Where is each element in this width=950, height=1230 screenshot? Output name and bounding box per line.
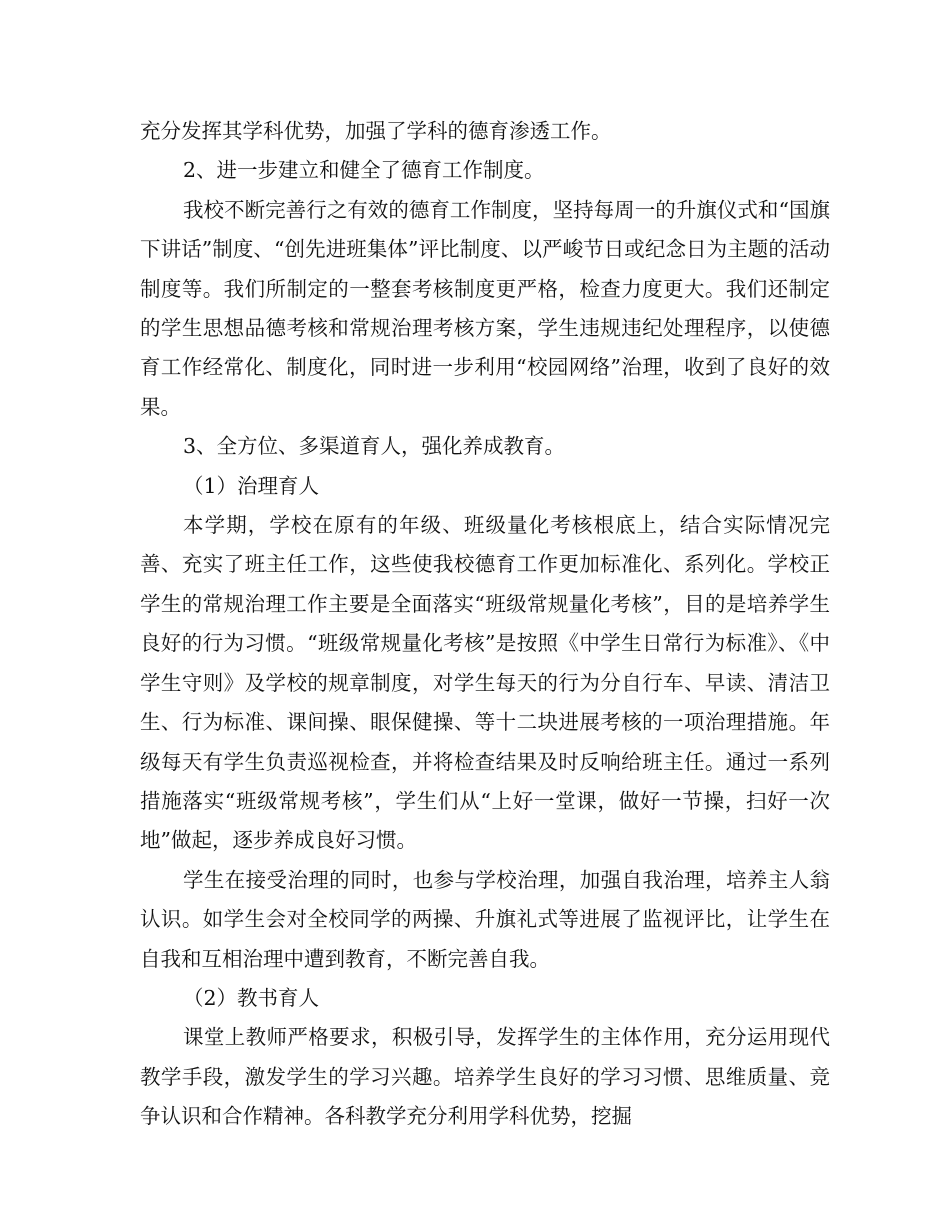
paragraph-student-self-management: 学生在接受治理的同时，也参与学校治理，加强自我治理，培养主人翁认识。如学生会对全校同学的两操、升旗礼式等进展了监视评比，让学生在自我和互相治理中遭到教育，不断完善自我。 [140, 867, 830, 971]
subsection-heading-2: （2）教书育人 [183, 985, 320, 1010]
document-body [140, 112, 830, 1137]
paragraph-continuation: 充分发挥其学科优势，加强了学科的德育渗透工作。 [140, 119, 612, 143]
paragraph-management-education: 本学期，学校在原有的年级、班级量化考核根底上，结合实际情况完善、充实了班主任工作，这些使我校德育工作更加标准化、系列化。学校正学生的常规治理工作主要是全面落实“班级常规量化考核”，目的是培养学生良好的行为习惯。“班级常规量化考核”是按照《中学生日常行为标准》、《中学生守则》及学校的规章制度，对学生每天的行为分自行车、早读、清洁卫生、行为标准、课间操、眼保健操、等十二块进展考核的一项治理措施。年级每天有学生负责巡视检查，并将检查结果及时反响给班主任。通过一系列措施落实“班级常规考核”，学生们从“上好一堂课，做好一节操，扫好一次地”做起，逐步养成良好习惯。 [140, 513, 830, 853]
paragraph-teaching-education: 课堂上教师严格要求，积极引导，发挥学生的主体作用，充分运用现代教学手段，激发学生的学习兴趣。培养学生良好的学习习惯、思维质量、竞争认识和合作精神。各科教学充分利用学科优势，挖掘 [140, 1025, 830, 1129]
section-heading-2: 2、进一步建立和健全了德育工作制度。 [183, 158, 545, 183]
paragraph-moral-education-system: 我校不断完善行之有效的德育工作制度，坚持每周一的升旗仪式和“国旗下讲话”制度、“创先进班集体”评比制度、以严峻节日或纪念日为主题的活动制度等。我们所制定的一整套考核制度更严格，检查力度更大。我们还制定的学生思想品德考核和常规治理考核方案，学生违规违纪处理程序，以使德育工作经常化、制度化，同时进一步利用“校园网络”治理，收到了良好的效果。 [140, 197, 830, 419]
subsection-heading-1: （1）治理育人 [183, 473, 320, 498]
section-heading-3: 3、全方位、多渠道育人，强化养成教育。 [183, 434, 566, 459]
